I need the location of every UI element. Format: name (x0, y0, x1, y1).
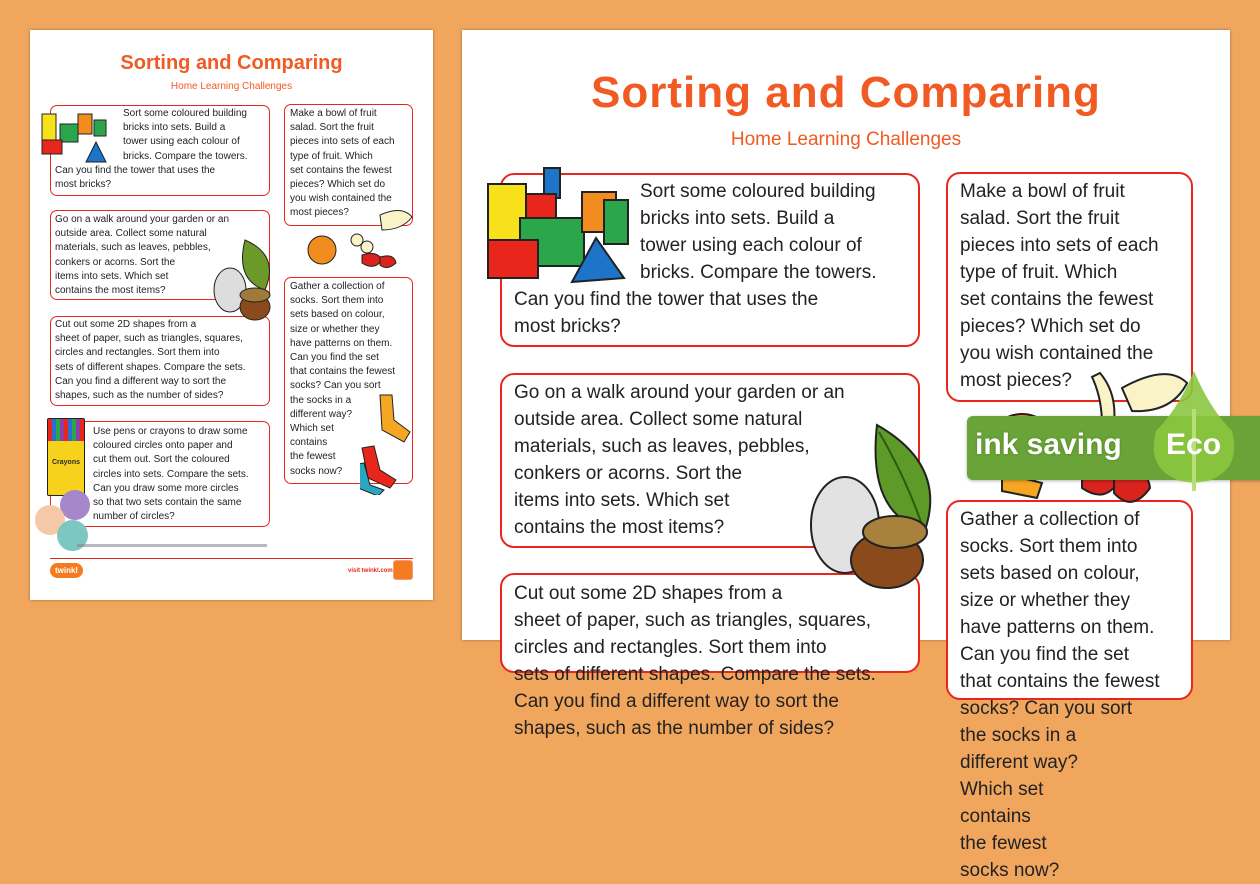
page-preview[interactable] (462, 30, 1230, 881)
page-title: Sorting and Comparing (120, 52, 343, 74)
text-line: tower using each colour of (123, 136, 240, 148)
text-line: the fewest (290, 451, 336, 463)
text-line: different way? (960, 752, 1078, 773)
page-thumbnail[interactable] (30, 30, 433, 600)
text-line: the fewest (960, 833, 1047, 854)
text-line: you wish contained the (290, 193, 392, 205)
challenge-text (514, 379, 845, 541)
text-line: items into sets. Which set (55, 270, 169, 282)
text-line: outside area. Collect some natural (514, 409, 803, 430)
text-line: Use pens or crayons to draw some (93, 426, 248, 437)
text-line: conkers or acorns. Sort the (55, 256, 176, 268)
building-bricks-illustration (40, 102, 120, 167)
challenge-text (93, 425, 249, 524)
text-line: pieces into sets of each (290, 136, 395, 148)
text-line: Go on a walk around your garden or an (514, 382, 845, 403)
text-line: cut them out. Sort the coloured (93, 454, 230, 466)
text-line: Which set (290, 423, 334, 435)
text-line: Can you find the set (290, 352, 379, 364)
text-line: shapes, such as the number of sides? (514, 718, 835, 739)
text-line: contains the most items? (514, 517, 725, 538)
fruit-salad-illustration (302, 205, 414, 270)
text-line: sheet of paper, such as triangles, squares, (55, 333, 243, 345)
text-line: sets of different shapes. Compare the sets. (55, 361, 246, 373)
text-line: type of fruit. Which (960, 262, 1118, 283)
challenge-text (960, 506, 1160, 884)
text-line: materials, such as leaves, pebbles, (55, 242, 211, 254)
text-line: pieces? Which set do (290, 179, 386, 191)
text-line: Can you find the set (960, 644, 1129, 665)
challenge-text (290, 107, 395, 221)
text-line: Sort some coloured building (123, 108, 247, 119)
text-line: circles into sets. Compare the sets. (93, 468, 249, 480)
text-line: most bricks? (55, 179, 112, 191)
text-line: Make a bowl of fruit (960, 181, 1125, 202)
challenge-text (55, 213, 229, 298)
text-line: most bricks? (514, 316, 621, 337)
page-subtitle: Home Learning Challenges (730, 129, 962, 150)
text-line: size or whether they (960, 590, 1131, 611)
text-line: so that two sets contain the same (93, 497, 242, 509)
text-line: sets based on colour, (290, 309, 385, 321)
leaf-acorn-pebble-illustration (807, 420, 942, 590)
building-bricks-illustration (484, 166, 634, 286)
text-line: the socks in a (290, 394, 352, 406)
text-line: conkers or acorns. Sort the (514, 463, 743, 484)
text-line: have patterns on them. (290, 337, 393, 349)
twinkl-logo: twinkl (50, 563, 83, 578)
text-line: type of fruit. Which (290, 150, 373, 162)
text-line: contains the most items? (55, 285, 166, 297)
text-line: Can you find a different way to sort the (55, 375, 227, 387)
text-line: Can you find the tower that uses the (55, 164, 216, 176)
text-line: bricks. Compare the towers. (640, 262, 877, 283)
text-line: socks now? (290, 465, 343, 477)
text-line: sheet of paper, such as triangles, squares, (514, 610, 871, 631)
text-line: shapes, such as the number of sides? (55, 390, 224, 402)
text-line: that contains the fewest (290, 366, 396, 378)
text-line: socks now? (960, 860, 1060, 881)
challenge-text (514, 580, 876, 742)
text-line: materials, such as leaves, pebbles, (514, 436, 810, 457)
text-line: set contains the fewest (290, 164, 392, 176)
text-line: socks. Sort them into (960, 536, 1138, 557)
text-line: pieces into sets of each (960, 235, 1159, 256)
text-line: number of circles? (93, 511, 175, 523)
text-line: Gather a collection of (960, 509, 1140, 530)
text-line: Cut out some 2D shapes from a (514, 583, 783, 604)
text-line: different way? (290, 408, 353, 420)
text-line: items into sets. Which set (514, 490, 730, 511)
text-line: contains (960, 806, 1031, 827)
footer-divider (50, 558, 413, 559)
challenge-text (55, 318, 245, 403)
text-line: socks? Can you sort (290, 380, 381, 392)
text-line: set contains the fewest (960, 289, 1154, 310)
text-line: bricks. Compare the towers. (123, 150, 248, 162)
text-line: coloured circles onto paper and (93, 440, 233, 452)
ink-saving-text: ink saving (975, 428, 1122, 461)
text-line: have patterns on them. (960, 617, 1155, 638)
text-line: Can you find the tower that uses the (514, 289, 819, 310)
text-line: socks. Sort them into (290, 295, 384, 307)
crayons-label: Crayons (51, 459, 80, 466)
eco-label: Eco (1166, 428, 1222, 461)
text-line: size or whether they (290, 323, 380, 335)
text-line: Which set (960, 779, 1044, 800)
crayons-box-illustration (47, 418, 85, 496)
text-line: contains (290, 437, 328, 449)
text-line: most pieces? (960, 370, 1072, 391)
twinkl-badge-icon (393, 560, 413, 580)
text-line: Cut out some 2D shapes from a (55, 319, 197, 330)
text-line: Go on a walk around your garden or an (55, 214, 229, 225)
text-line: salad. Sort the fruit (290, 122, 374, 134)
page-title: Sorting and Comparing (591, 68, 1101, 117)
text-line: most pieces? (290, 207, 349, 219)
text-line: tower using each colour of (640, 235, 862, 256)
text-line: the socks in a (960, 725, 1077, 746)
text-line: sets based on colour, (960, 563, 1140, 584)
challenge-text (960, 178, 1159, 394)
text-line: salad. Sort the fruit (960, 208, 1120, 229)
text-line: you wish contained the (960, 343, 1154, 364)
visit-link[interactable]: visit twinkl.com (348, 568, 393, 574)
socks-illustration (360, 390, 425, 495)
text-line: outside area. Collect some natural (55, 228, 207, 240)
text-line: pieces? Which set do (960, 316, 1141, 337)
text-line: that contains the fewest (960, 671, 1160, 692)
text-line: Gather a collection of (290, 281, 385, 292)
text-line: socks? Can you sort (960, 698, 1133, 719)
text-line: Can you draw some more circles (93, 482, 239, 494)
text-line: bricks into sets. Build a (640, 208, 835, 229)
text-line: Can you find a different way to sort the (514, 691, 839, 712)
text-line: Sort some coloured building (640, 181, 876, 202)
disclaimer-text (77, 544, 267, 547)
text-line: sets of different shapes. Compare the sets. (514, 664, 876, 685)
page-subtitle: Home Learning Challenges (170, 81, 293, 92)
text-line: Make a bowl of fruit (290, 108, 377, 119)
text-line: circles and rectangles. Sort them into (514, 637, 827, 658)
text-line: bricks into sets. Build a (123, 122, 226, 134)
text-line: circles and rectangles. Sort them into (55, 347, 220, 359)
leaf-acorn-pebble-illustration (210, 235, 280, 325)
